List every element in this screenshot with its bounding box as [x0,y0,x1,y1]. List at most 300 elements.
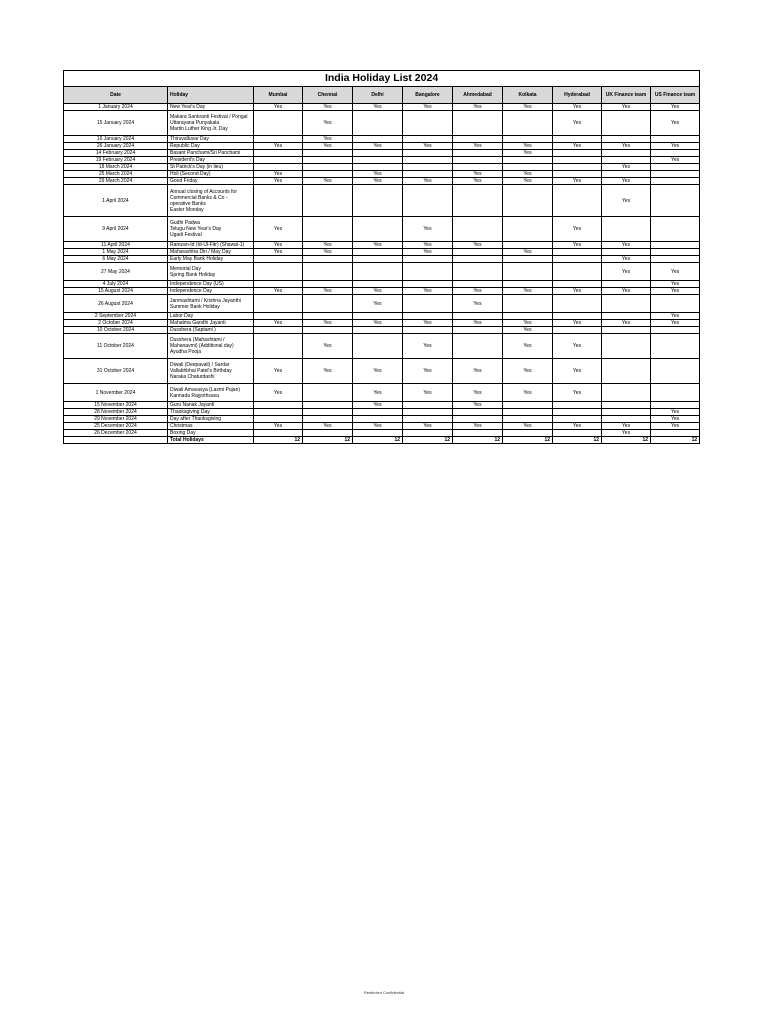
location-cell [303,150,353,157]
holiday-name: Good Friday [170,178,198,184]
holiday-cell [168,157,254,164]
table-row [64,136,700,143]
location-cell [403,150,453,157]
location-cell [453,185,503,217]
location-cell [254,295,303,313]
holiday-name: Day after Thanksgiving [170,416,222,422]
location-cell [602,384,651,402]
location-cell [403,171,453,178]
location-cell [403,430,453,437]
location-cell: Yes [303,104,353,111]
holiday-name: Spring Bank Holiday [170,271,216,278]
location-cell [353,313,403,320]
location-cell [353,263,403,281]
location-cell [553,402,602,409]
location-cell: Yes [602,104,651,111]
location-cell: Yes [303,320,353,327]
location-cell [353,334,403,359]
location-cell [651,402,700,409]
location-cell [651,185,700,217]
location-cell: Yes [503,178,553,185]
location-cell [303,416,353,423]
location-cell: Yes [254,288,303,295]
location-cell [254,111,303,136]
column-header: Delhi [353,87,403,104]
location-cell [254,313,303,320]
location-cell: Yes [353,143,403,150]
table-row [64,402,700,409]
location-cell: Yes [553,384,602,402]
date-cell: 31 October 2024 [64,359,168,384]
holiday-cell [168,423,254,430]
location-cell: Yes [303,178,353,185]
location-cell: Yes [651,111,700,136]
location-cell: Yes [602,143,651,150]
date-cell: 18 March 2024 [64,164,168,171]
holiday-name: President's Day [170,157,205,163]
location-cell [651,242,700,249]
holiday-name: Commercial Banks & Co - [170,194,228,201]
location-cell: Yes [503,327,553,334]
holiday-name: Christmas [170,423,193,429]
holiday-name: Guru Nanak Jayanti [170,402,215,408]
date-cell: 26 December 2024 [64,430,168,437]
location-cell [602,111,651,136]
location-cell: Yes [602,430,651,437]
date-cell: 6 May 2024 [64,256,168,263]
table-row [64,242,700,249]
holiday-cell [168,263,254,281]
column-header: Mumbai [254,87,303,104]
total-value: 12 [453,437,503,444]
holiday-name: Memorial Day [170,265,201,272]
location-cell [353,164,403,171]
holiday-name: Ugadi Festival [170,232,202,238]
holiday-name: Maharashtra Din / May Day [170,249,231,255]
location-cell [353,430,403,437]
total-value: 12 [553,437,602,444]
location-cell [651,295,700,313]
location-cell: Yes [503,384,553,402]
location-cell: Yes [254,171,303,178]
location-cell [403,327,453,334]
location-cell: Yes [651,263,700,281]
location-cell [602,409,651,416]
location-cell [453,409,503,416]
location-cell: Yes [303,288,353,295]
location-cell: Yes [651,157,700,164]
holiday-cell [168,409,254,416]
holiday-cell [168,150,254,157]
holiday-name: Independence Day (US) [170,281,224,287]
holiday-name: Summer Bank Holiday [170,303,220,310]
location-cell: Yes [403,320,453,327]
location-cell [353,256,403,263]
holiday-cell [168,104,254,111]
location-cell [403,295,453,313]
holiday-table [63,70,700,444]
location-cell: Yes [353,171,403,178]
total-value: 12 [353,437,403,444]
column-header: Kolkata [503,87,553,104]
location-cell [651,171,700,178]
date-cell: 2 September 2024 [64,313,168,320]
location-cell [602,313,651,320]
location-cell [553,281,602,288]
holiday-cell [168,430,254,437]
location-cell: Yes [303,359,353,384]
location-cell [254,402,303,409]
table-row [64,171,700,178]
location-cell [453,157,503,164]
location-cell [602,171,651,178]
holiday-name: Martin Luther King Jr. Day [170,126,228,132]
table-row [64,313,700,320]
location-cell: Yes [651,104,700,111]
location-cell: Yes [651,143,700,150]
location-cell [651,359,700,384]
location-cell: Yes [453,171,503,178]
location-cell [353,136,403,143]
location-cell [453,136,503,143]
date-cell: 11 April 2024 [64,242,168,249]
location-cell: Yes [503,423,553,430]
total-value: 12 [503,437,553,444]
location-cell [553,136,602,143]
location-cell: Yes [553,288,602,295]
location-cell: Yes [403,288,453,295]
location-cell: Yes [254,143,303,150]
holiday-cell [168,136,254,143]
column-header: Ahmedabad [453,87,503,104]
column-header: Date [64,87,168,104]
location-cell: Yes [503,320,553,327]
table-row [64,359,700,384]
location-cell [254,327,303,334]
location-cell [602,157,651,164]
date-cell: 1 May 2024 [64,249,168,256]
location-cell: Yes [254,242,303,249]
holiday-cell [168,288,254,295]
location-cell: Yes [503,104,553,111]
holiday-cell [168,185,254,217]
location-cell [602,136,651,143]
location-cell [651,164,700,171]
holiday-name: Holi (Second Day) [170,171,211,177]
location-cell [553,150,602,157]
location-cell [303,185,353,217]
location-cell [453,334,503,359]
location-cell: Yes [254,178,303,185]
table-row [64,157,700,164]
location-cell: Yes [503,359,553,384]
location-cell [553,171,602,178]
location-cell [503,416,553,423]
location-cell: Yes [553,423,602,430]
date-cell: 11 October 2024 [64,334,168,359]
location-cell: Yes [403,242,453,249]
table-row [64,111,700,136]
location-cell [303,402,353,409]
holiday-cell [168,402,254,409]
location-cell: Yes [651,288,700,295]
location-cell: Yes [602,256,651,263]
location-cell: Yes [254,320,303,327]
location-cell: Yes [453,384,503,402]
location-cell: Yes [602,263,651,281]
location-cell [453,111,503,136]
table-row [64,185,700,217]
location-cell: Yes [602,423,651,430]
location-cell [651,327,700,334]
location-cell [353,327,403,334]
total-empty-cell [64,437,168,444]
total-value: 12 [303,437,353,444]
location-cell: Yes [303,111,353,136]
holiday-cell [168,416,254,423]
location-cell [503,217,553,242]
location-cell [453,281,503,288]
location-cell [403,416,453,423]
location-cell [254,256,303,263]
location-cell: Yes [651,423,700,430]
date-cell: 4 July 2024 [64,281,168,288]
location-cell: Yes [303,249,353,256]
header-row [64,87,700,104]
location-cell [403,256,453,263]
column-header: Holiday [168,87,254,104]
location-cell [254,409,303,416]
location-cell: Yes [602,185,651,217]
date-cell: 9 April 2024 [64,217,168,242]
location-cell [303,263,353,281]
date-cell: 2 October 2024 [64,320,168,327]
location-cell: Yes [254,104,303,111]
location-cell: Yes [353,359,403,384]
date-cell: 27 May 2024 [64,263,168,281]
table-row [64,430,700,437]
location-cell [553,249,602,256]
location-cell: Yes [403,334,453,359]
holiday-name: Dusshera (Saptami ) [170,327,216,333]
total-value: 12 [602,437,651,444]
footer-classification: Restricted Confidential [363,990,405,995]
location-cell: Yes [553,111,602,136]
holiday-cell [168,171,254,178]
location-cell: Yes [254,217,303,242]
holiday-cell [168,164,254,171]
location-cell: Yes [403,217,453,242]
location-cell: Yes [303,334,353,359]
holiday-name: Mahatma Gandhi Jayanti [170,320,226,326]
location-cell [353,217,403,242]
holiday-name: New Year's Day [170,104,206,110]
date-cell: 25 December 2024 [64,423,168,430]
location-cell [553,327,602,334]
location-cell [403,164,453,171]
location-cell: Yes [303,423,353,430]
location-cell: Yes [353,295,403,313]
location-cell [303,164,353,171]
location-cell [303,281,353,288]
location-cell: Yes [403,423,453,430]
location-cell [553,164,602,171]
location-cell [353,249,403,256]
holiday-cell [168,313,254,320]
table-row [64,288,700,295]
location-cell: Yes [254,249,303,256]
location-cell [254,185,303,217]
date-cell: 28 November 2024 [64,409,168,416]
holiday-cell [168,178,254,185]
location-cell: Yes [254,384,303,402]
table-row [64,217,700,242]
location-cell: Yes [453,104,503,111]
location-cell [453,150,503,157]
table-body [64,104,700,444]
location-cell: Yes [403,143,453,150]
location-cell [303,157,353,164]
location-cell [553,256,602,263]
location-cell [503,263,553,281]
table-row [64,320,700,327]
location-cell: Yes [503,249,553,256]
holiday-name: Thiruvalluvar Day [170,136,209,142]
location-cell [353,416,403,423]
location-cell [602,295,651,313]
holiday-name: Ayudha Pooja [170,349,202,355]
location-cell: Yes [453,143,503,150]
holiday-sheet [63,70,699,444]
holiday-name: operative Banks [170,200,206,207]
location-cell [602,327,651,334]
location-cell [453,263,503,281]
location-cell [453,256,503,263]
location-cell [403,281,453,288]
location-cell [503,185,553,217]
holiday-name: Annual closing of Accounts for [170,188,237,195]
location-cell: Yes [651,281,700,288]
location-cell [651,217,700,242]
holiday-cell [168,359,254,384]
table-row [64,295,700,313]
holiday-name: Republic Day [170,143,200,149]
location-cell [503,281,553,288]
location-cell [453,327,503,334]
location-cell: Yes [602,164,651,171]
location-cell: Yes [553,178,602,185]
holiday-cell [168,295,254,313]
holiday-name: Diwali Amavasya (Laxmi Pujan) [170,386,241,393]
location-cell [254,150,303,157]
column-header: Bangalore [403,87,453,104]
holiday-name: Ramzan-Id (Id-Ul-Fitr) (Shawal-1) [170,242,245,248]
column-header: US Finance team [651,87,700,104]
date-cell: 16 January 2024 [64,136,168,143]
table-row [64,150,700,157]
holiday-name: Thanksgiving Day [170,409,210,415]
total-value: 12 [254,437,303,444]
table-row [64,327,700,334]
location-cell: Yes [503,288,553,295]
location-cell [553,295,602,313]
location-cell: Yes [602,320,651,327]
location-cell [503,242,553,249]
date-cell: 10 October 2024 [64,327,168,334]
location-cell [353,111,403,136]
location-cell [651,256,700,263]
table-row [64,334,700,359]
holiday-name: Basant Panchami/Sri Panchami [170,150,241,156]
location-cell [602,217,651,242]
date-cell: 25 March 2024 [64,171,168,178]
table-row [64,178,700,185]
holiday-name: Boxing Day [170,430,196,436]
location-cell: Yes [254,423,303,430]
location-cell [403,157,453,164]
location-cell [651,334,700,359]
table-row [64,143,700,150]
location-cell: Yes [353,423,403,430]
location-cell: Yes [353,242,403,249]
location-cell: Yes [403,359,453,384]
holiday-name: Janmashtami / Krishna Jayanthi [170,297,241,304]
location-cell: Yes [553,242,602,249]
location-cell [602,150,651,157]
location-cell [403,313,453,320]
holiday-name: Mahanavmi) (Additional day) [170,343,234,349]
location-cell [503,402,553,409]
location-cell: Yes [553,143,602,150]
holiday-name: Independence Day [170,288,212,294]
location-cell: Yes [453,423,503,430]
location-cell: Yes [453,359,503,384]
table-row [64,256,700,263]
location-cell [403,111,453,136]
location-cell [254,430,303,437]
holiday-name: Naraka Chaturdashi [170,374,215,380]
location-cell [602,359,651,384]
location-cell [453,430,503,437]
location-cell [303,217,353,242]
holiday-cell [168,327,254,334]
location-cell: Yes [553,320,602,327]
location-cell [254,281,303,288]
holiday-name: St Patrick's Day (in lieu) [170,164,223,170]
holiday-name: Labor Day [170,313,194,319]
location-cell [553,263,602,281]
location-cell: Yes [303,136,353,143]
location-cell [303,327,353,334]
location-cell [303,409,353,416]
column-header: Chennai [303,87,353,104]
location-cell [602,249,651,256]
date-cell: 19 February 2024 [64,157,168,164]
location-cell: Yes [503,143,553,150]
location-cell [651,384,700,402]
holiday-name: Early May Bank Holiday [170,256,224,262]
location-cell [503,430,553,437]
location-cell [353,409,403,416]
location-cell: Yes [453,295,503,313]
location-cell [254,136,303,143]
location-cell [453,249,503,256]
table-row [64,281,700,288]
location-cell [453,217,503,242]
location-cell [403,185,453,217]
holiday-cell [168,242,254,249]
table-row [64,249,700,256]
